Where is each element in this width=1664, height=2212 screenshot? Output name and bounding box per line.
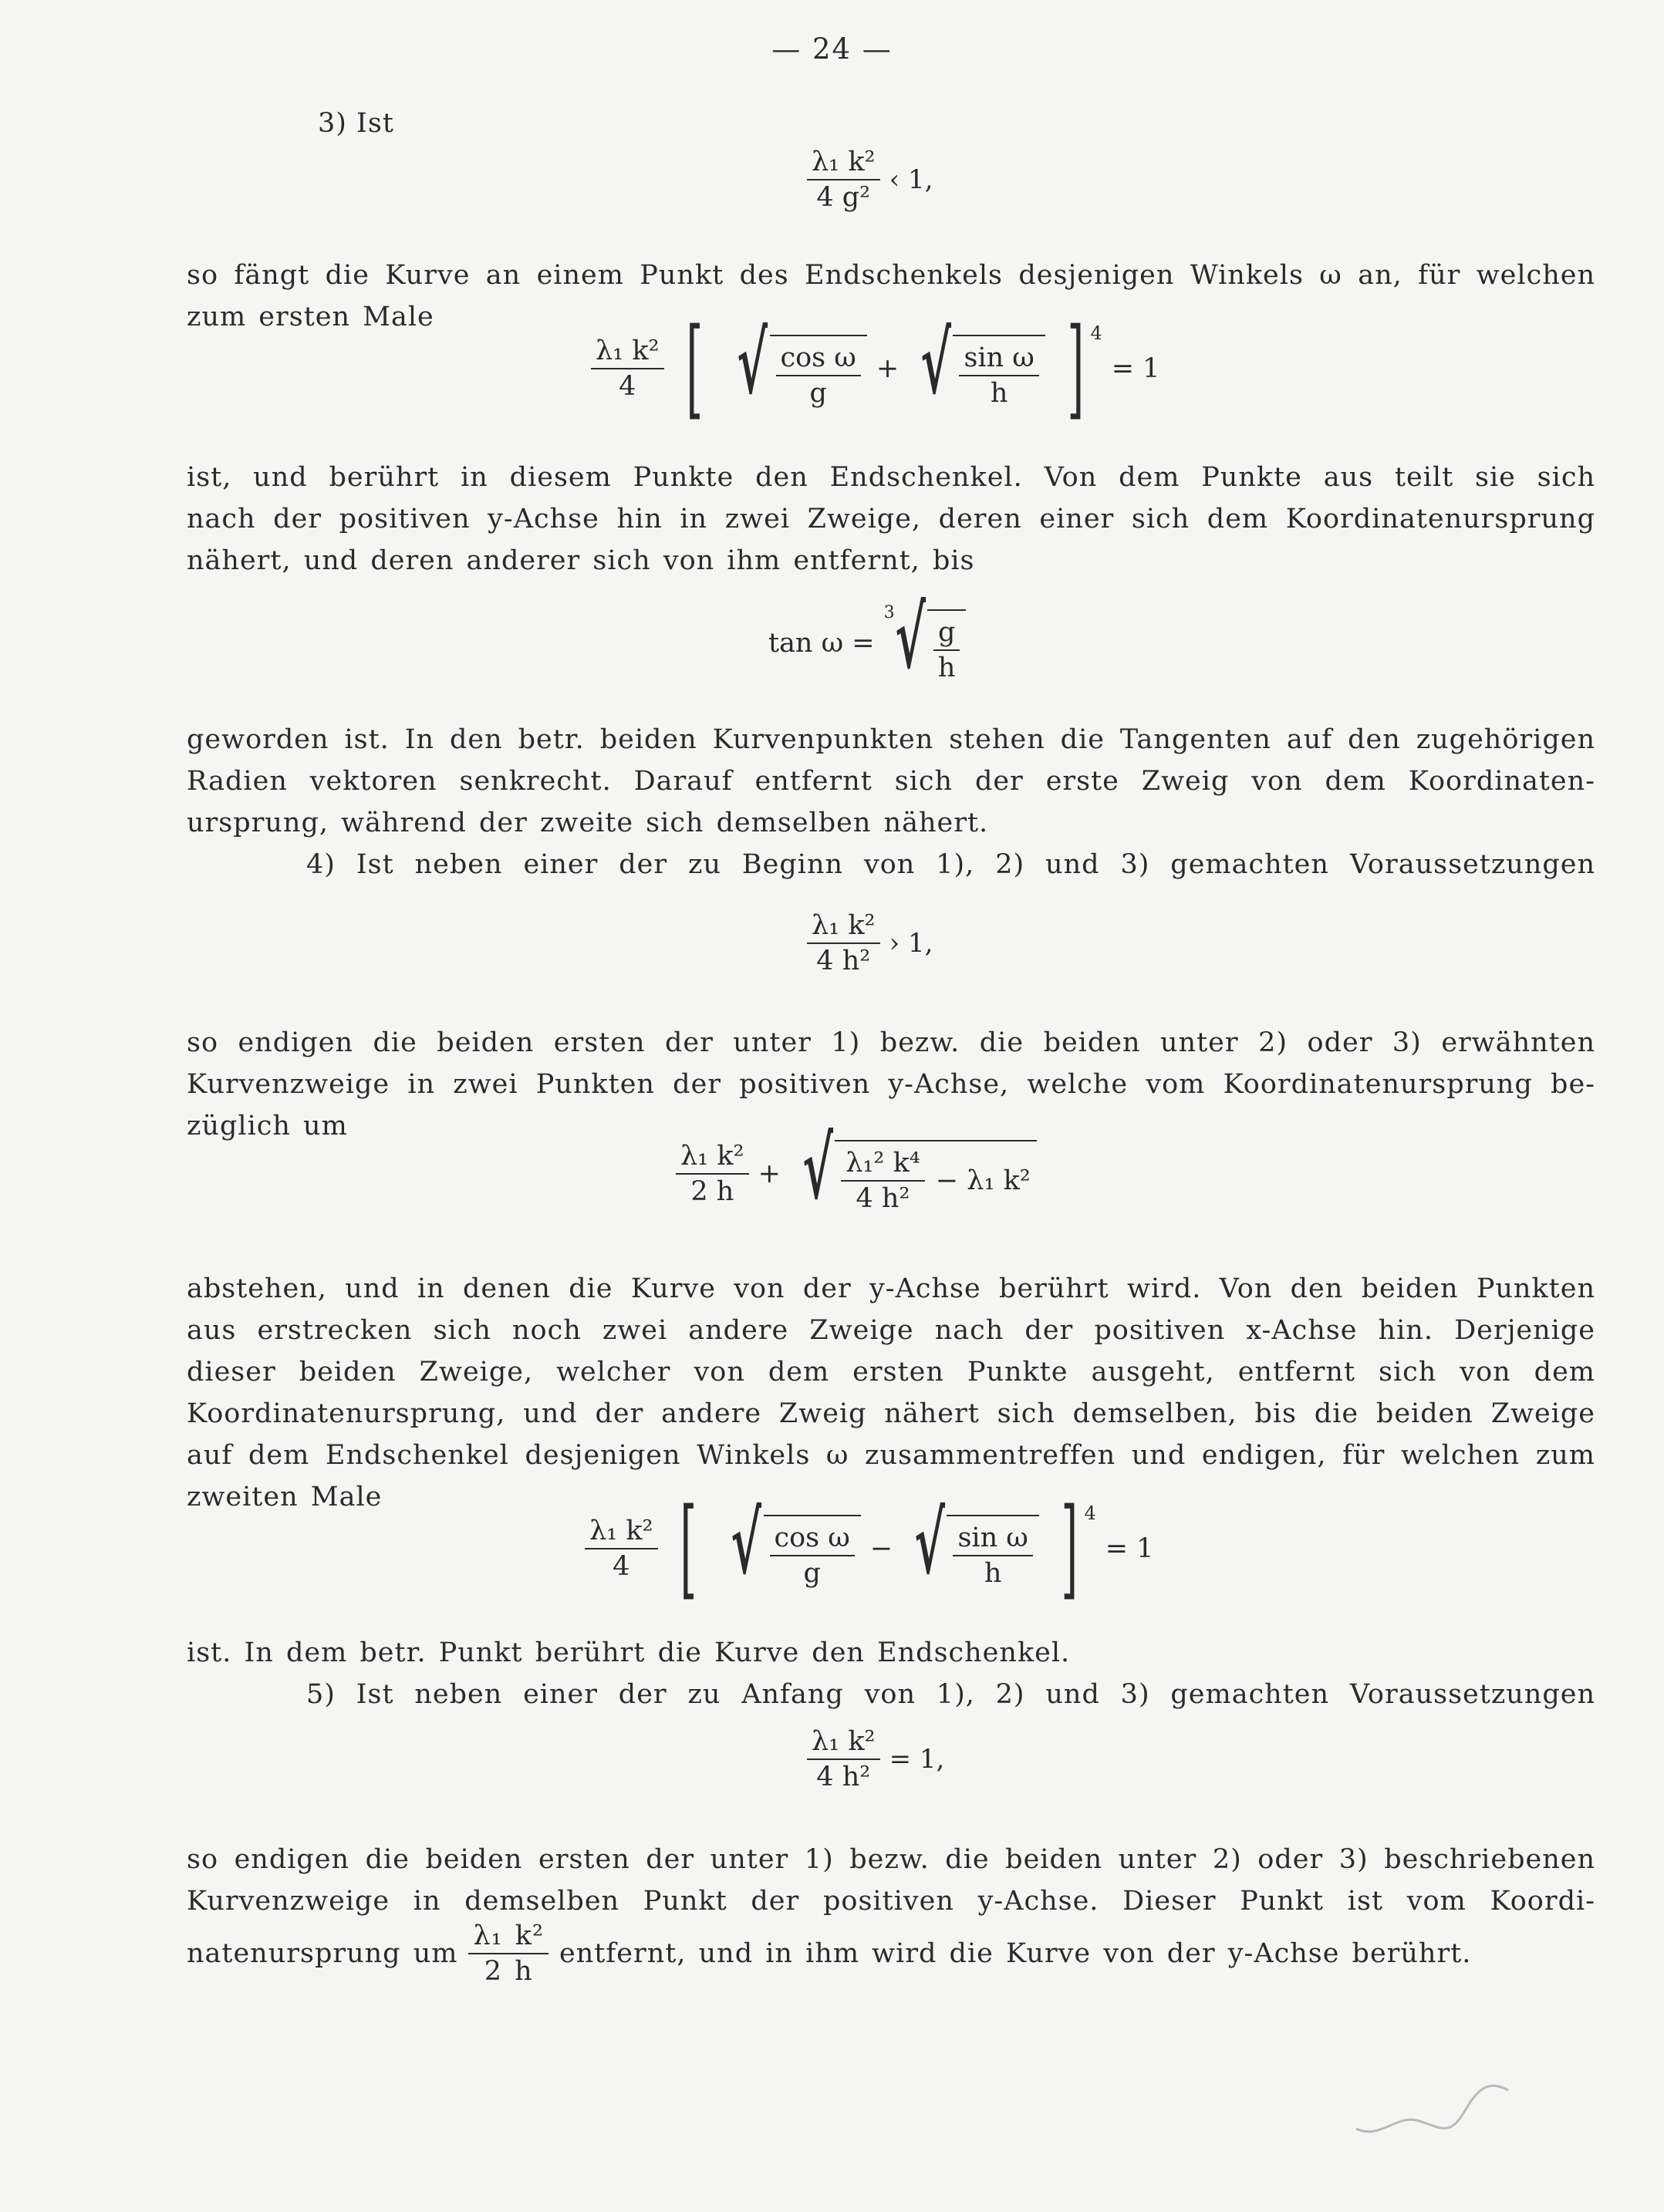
eq6-root1-num: cos ω [770,1522,855,1556]
eq1-numerator: λ₁ k² [807,147,880,180]
eq2-coefficient [591,336,664,402]
text-line: ist, und berührt in diesem Punkte den Endschenkel. Von dem Punkte aus teilt sie sich [187,462,1595,493]
left-bracket: [ [685,305,703,431]
eq2-power: 4 [1090,322,1102,344]
eq6-root2-num: sin ω [953,1522,1032,1556]
text-line: so fängt die Kurve an einem Punkt des Endschenkels desjenigen Winkels ω an, für welchen [187,260,1595,291]
page-number: — 24 — [771,32,893,66]
eq2-root2-den: h [990,378,1008,409]
radical-sign: √ [914,1493,946,1593]
inline-fraction [468,1920,548,1987]
eq2-rhs: = 1 [1111,353,1160,384]
eq5-root [790,1118,1037,1218]
text-line: abstehen, und in denen die Kurve von der y-Achse berührt wird. Von den beiden Punkten [187,1273,1595,1304]
text-line: Kurvenzweige in zwei Punkten der positiven y-Achse, welche vom Koordinatenursprung be- [187,1069,1595,1100]
eq6-root-2 [902,1493,1039,1593]
equation-5 [671,1118,1041,1218]
text-line: 5) Ist neben einer der zu Anfang von 1), 2) und 3) gemachten Voraussetzungen [306,1679,1595,1710]
text-line: auf dem Endschenkel desjenigen Winkels ω zusammentreffen und endigen, für welchen zum [187,1440,1595,1471]
eq4-fraction [807,910,880,976]
paragraph-4 [187,1022,1595,1147]
eq6-coef-den: 4 [613,1551,630,1582]
text-line: geworden ist. In den betr. beiden Kurvenpunkten stehen die Tangenten auf den zugehörigen [187,724,1595,755]
equation-1 [802,147,937,213]
eq6-power: 4 [1084,1502,1096,1524]
eq6-coefficient [585,1516,658,1582]
pencil-mark-icon [1350,2067,1520,2152]
section-3-label: 3) Ist [318,108,394,139]
text-line: ist. In dem betr. Punkt berührt die Kurve den Endschenkel. [187,1637,1071,1668]
radical-sign: √ [894,588,926,687]
text-fragment: natenursprung um [187,1938,458,1969]
text-fragment: entfernt, und in ihm wird die Kurve von der y-Achse berührt. [559,1938,1472,1969]
eq6-root2-den: h [984,1558,1002,1589]
eq5-root-den: 4 h² [856,1183,910,1214]
eq7-denominator: 4 h² [816,1762,871,1792]
eq6-operator: − [869,1533,893,1564]
eq3-lhs: tan ω = [768,628,875,659]
eq2-coef-num: λ₁ k² [591,336,664,369]
eq2-operator: + [876,353,900,384]
eq3-root [883,588,967,687]
radical-sign: √ [731,1493,762,1593]
text-line: 4) Ist neben einer der zu Beginn von 1), 2) und 3) gemachten Voraussetzungen [306,849,1595,880]
eq5-t1-den: 2 h [690,1176,734,1207]
eq7-fraction [807,1726,880,1792]
eq3-root-index: 3 [883,602,895,622]
eq6-rhs: = 1 [1105,1533,1154,1564]
eq1-fraction [807,147,880,213]
eq3-num: g [933,617,960,651]
inline-frac-num: λ₁ k² [468,1920,548,1954]
right-bracket: ] [1067,305,1085,431]
paragraph-7-last-line [187,1920,1471,1987]
inline-frac-den: 2 h [484,1956,533,1987]
text-line: nähert, und deren anderer sich von ihm entfernt, bis [187,545,975,576]
paragraph-7 [187,1839,1595,1922]
equation-6 [580,1485,1158,1611]
eq5-operator: + [758,1158,781,1189]
eq5-root-num: λ₁² k⁴ [841,1148,925,1182]
right-bracket: ] [1061,1485,1078,1611]
text-line: aus erstrecken sich noch zwei andere Zweige nach der positiven x-Achse hin. Derjenige [187,1315,1595,1346]
text-line: zum ersten Male [187,302,434,332]
eq2-coef-den: 4 [619,371,636,402]
radical-sign: √ [802,1118,833,1218]
eq4-relation: › 1, [889,928,933,959]
eq7-relation: = 1, [889,1744,945,1775]
text-line: dieser beiden Zweige, welcher von dem ersten Punkte ausgeht, entfernt sich von dem [187,1357,1595,1388]
paragraph-3 [187,719,1595,885]
eq7-numerator: λ₁ k² [807,1726,880,1760]
eq4-numerator: λ₁ k² [807,910,880,944]
text-line: so endigen die beiden ersten der unter 1) bezw. die beiden unter 2) oder 3) erwähnten [187,1027,1595,1058]
text-line: Koordinatenursprung, und der andere Zweig nähert sich demselben, bis die beiden Zweige [187,1398,1595,1429]
eq6-coef-num: λ₁ k² [585,1516,658,1549]
equation-3 [764,588,970,687]
eq2-root-1 [724,313,867,413]
eq3-den: h [937,652,956,683]
eq6-root1-den: g [803,1558,821,1589]
eq2-root-2 [908,313,1045,413]
eq5-term-1 [676,1141,749,1207]
eq2-root1-den: g [809,378,827,409]
radical-sign: √ [737,313,768,413]
equation-2 [586,305,1164,431]
text-line: so endigen die beiden ersten der unter 1) bezw. die beiden unter 2) oder 3) beschriebenen [187,1844,1595,1875]
equation-4 [802,910,937,976]
eq2-root2-num: sin ω [959,342,1038,376]
text-line: nach der positiven y-Achse hin in zwei Zweige, deren einer sich dem Koordinatenursprung [187,504,1595,534]
eq1-denominator: 4 g² [816,182,871,213]
text-line: zweiten Male [187,1482,383,1512]
eq6-root-1 [718,1493,861,1593]
paragraph-6 [187,1632,1595,1715]
eq2-root1-num: cos ω [776,342,861,376]
text-line: Radien vektoren senkrecht. Darauf entfernt sich der erste Zweig von dem Koordinaten- [187,766,1595,797]
eq4-denominator: 4 h² [816,946,871,976]
eq5-root-tail: − λ₁ k² [935,1165,1031,1196]
text-line: züglich um [187,1111,348,1141]
eq5-t1-num: λ₁ k² [676,1141,749,1175]
radical-sign: √ [920,313,952,413]
equation-7 [802,1726,949,1792]
paragraph-2 [187,457,1595,582]
left-bracket: [ [679,1485,697,1611]
text-line: Kurvenzweige in demselben Punkt der positiven y-Achse. Dieser Punkt ist vom Koordi- [187,1886,1595,1917]
eq1-relation: ‹ 1, [889,164,933,195]
text-line: ursprung, während der zweite sich demselben nähert. [187,808,989,838]
paragraph-5 [187,1268,1595,1518]
